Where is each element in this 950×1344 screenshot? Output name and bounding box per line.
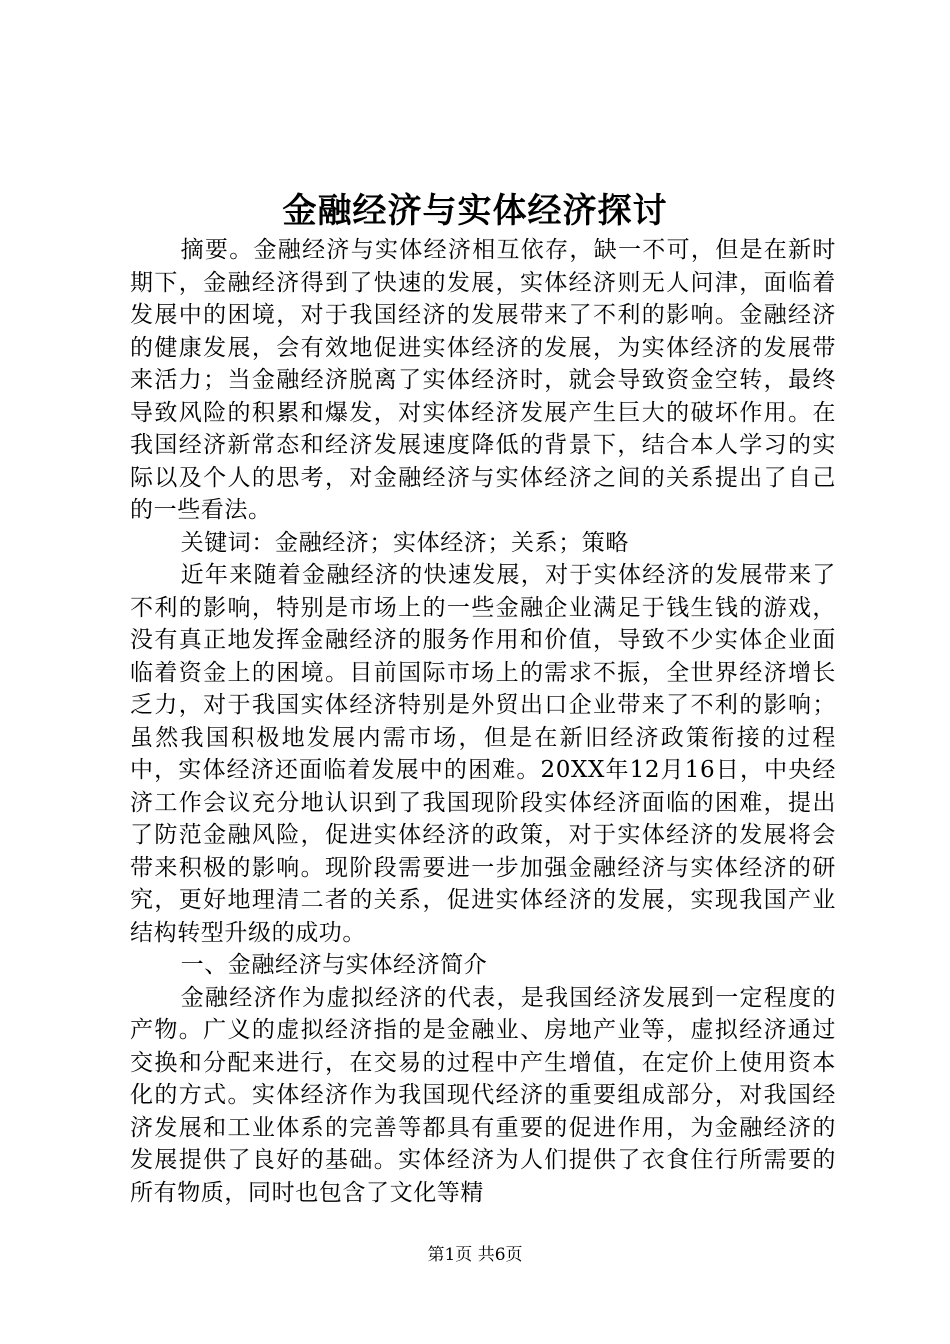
abstract-paragraph: 摘要。金融经济与实体经济相互依存，缺一不可，但是在新时期下，金融经济得到了快速的发展，实体经济则无人问津，面临着发展中的困境，对于我国经济的发展带来了不利的影响。金融经济的健康发展，会有效地促进实体经济的发展，为实体经济的发展带来活力；当金融经济脱离了实体经济时，就会导致资金空转，最终导致风险的积累和爆发，对实体经济发展产生巨大的破坏作用。在我国经济新常态和经济发展速度降低的背景下，结合本人学习的实际以及个人的思考，对金融经济与实体经济之间的关系提出了自己的一些看法。 <box>130 237 836 523</box>
page-footer: 第1页 共6页 <box>427 1245 523 1265</box>
section-paragraph: 金融经济作为虚拟经济的代表，是我国经济发展到一定程度的产物。广义的虚拟经济指的是金融业、房地产业等，虚拟经济通过交换和分配来进行，在交易的过程中产生增值，在定价上使用资本化的方式。实体经济作为我国现代经济的重要组成部分，对我国经济发展和工业体系的完善等都具有重要的促进作用，为金融经济的发展提供了良好的基础。实体经济为人们提供了衣食住行所需要的所有物质，同时也包含了文化等精 <box>130 984 836 1206</box>
document-title: 金融经济与实体经济探讨 <box>282 191 668 231</box>
section-heading: 一、金融经济与实体经济简介 <box>180 952 488 978</box>
document-body <box>130 234 836 1209</box>
keywords-paragraph: 关键词：金融经济；实体经济；关系；策略 <box>180 529 629 556</box>
intro-paragraph: 近年来随着金融经济的快速发展，对于实体经济的发展带来了不利的影响，特别是市场上的一些金融企业满足于钱生钱的游戏，没有真正地发挥金融经济的服务作用和价值，导致不少实体企业面临着资金上的困境。目前国际市场上的需求不振，全世界经济增长乏力，对于我国实体经济特别是外贸出口企业带来了不利的影响；虽然我国积极地发展内需市场，但是在新旧经济政策衔接的过程中，实体经济还面临着发展中的困难。20XX年12月16日，中央经济工作会议充分地认识到了我国现阶段实体经济面临的困难，提出了防范金融风险，促进实体经济的政策，对于实体经济的发展将会带来积极的影响。现阶段需要进一步加强金融经济与实体经济的研究，更好地理清二者的关系，促进实体经济的发展，实现我国产业结构转型升级的成功。 <box>130 562 836 946</box>
